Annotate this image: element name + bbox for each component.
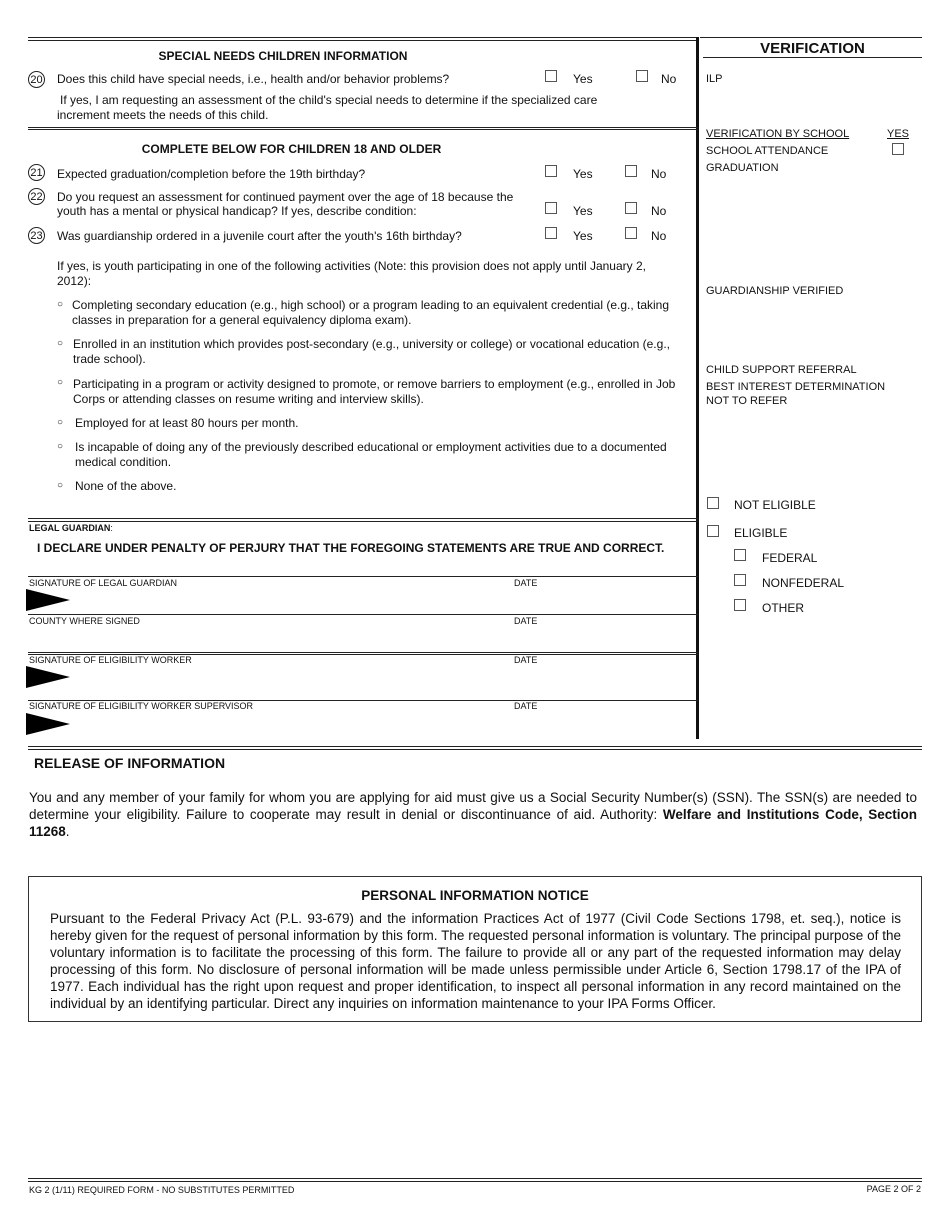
- federal-label: FEDERAL: [762, 551, 818, 565]
- question-number-21: 21: [28, 164, 45, 181]
- worker-signature-field[interactable]: [75, 665, 505, 695]
- bullet-icon: ○: [57, 417, 64, 428]
- nonfederal-checkbox[interactable]: [734, 574, 746, 586]
- supervisor-signature-label: SIGNATURE OF ELIGIBILITY WORKER SUPERVISOR: [29, 701, 254, 711]
- q20-yes-checkbox[interactable]: [545, 70, 557, 82]
- county-date-field[interactable]: [514, 628, 689, 650]
- q20-yes-label: Yes: [573, 72, 593, 86]
- question-number-22: 22: [28, 188, 45, 205]
- verification-by-school-label: VERIFICATION BY SCHOOL: [706, 128, 850, 140]
- other-label: OTHER: [762, 601, 804, 615]
- school-attendance-label: SCHOOL ATTENDANCE: [706, 145, 829, 157]
- not-eligible-checkbox[interactable]: [707, 497, 719, 509]
- question-number-23: 23: [28, 227, 45, 244]
- verification-heading: VERIFICATION: [760, 40, 865, 57]
- sign-here-arrow-icon: [26, 589, 70, 611]
- release-text: You and any member of your family for whom you are applying for aid must give us a Social Security Number(s) (SSN). The SSN(s) are needed to determine your eligibility. Failure to cooperate may result in denial or discontinuance of aid. Authority: Welfare and Institutions Code, Section 11268.: [29, 790, 917, 839]
- q20-text: Does this child have special needs, i.e., health and/or behavior problems?: [57, 72, 450, 86]
- bullet-icon: ○: [57, 338, 64, 349]
- q21-no-label: No: [651, 167, 667, 181]
- sign-here-arrow-icon: [26, 713, 70, 735]
- q22-yes-label: Yes: [573, 204, 593, 218]
- eligible-checkbox[interactable]: [707, 525, 719, 537]
- q23-no-label: No: [651, 229, 667, 243]
- supervisor-date-field[interactable]: [514, 712, 689, 738]
- q21-no-checkbox[interactable]: [625, 165, 637, 177]
- date-label: DATE: [514, 616, 538, 626]
- date-label: DATE: [514, 578, 538, 588]
- release-heading: RELEASE OF INFORMATION: [34, 755, 226, 771]
- bullet-icon: ○: [57, 299, 64, 310]
- activity-item: Completing secondary education (e.g., high school) or a program leading to an equivalent credential (e.g., taking classes in preparation for a general equivalency diploma exam).: [72, 298, 670, 327]
- date-label: DATE: [514, 655, 538, 665]
- guardian-date-field[interactable]: [514, 590, 689, 612]
- supervisor-signature-field[interactable]: [75, 712, 505, 738]
- q23-text: Was guardianship ordered in a juvenile court after the youth's 16th birthday?: [57, 229, 462, 243]
- q22-no-checkbox[interactable]: [625, 202, 637, 214]
- ilp-label: ILP: [706, 73, 723, 85]
- q22-text: Do you request an assessment for continued payment over the age of 18 because the youth has a mental or physical handicap? If yes, describe condition:: [57, 190, 514, 218]
- graduation-label: GRADUATION: [706, 162, 779, 174]
- notice-text: Pursuant to the Federal Privacy Act (P.L. 93-679) and the information Practices Act of 1977 (Civil Code Sections 1798, et. seq.), notice is hereby given for the request of personal information by this form. The requested personal information is voluntary. The principal purpose of the voluntary information is to facilitate the processing of this form. The failure to provide all or any part of the requested information may delay processing of this form. No disclosure of personal information will be made unless permissible under Article 6, Section 1798.17 of the IPA of 1977. Each individual has the right upon request and proper identification, to inspect all personal information in any record maintained on the individual by an identifying particular. Direct any inquiries on information maintenance to your IPA Forms Officer.: [50, 911, 901, 1011]
- sign-here-arrow-icon: [26, 666, 70, 688]
- q23-no-checkbox[interactable]: [625, 227, 637, 239]
- special-needs-heading: SPECIAL NEEDS CHILDREN INFORMATION: [158, 49, 408, 63]
- guardian-signature-label: SIGNATURE OF LEGAL GUARDIAN: [29, 578, 178, 588]
- activity-item: Participating in a program or activity designed to promote, or remove barriers to employment (e.g., enrolled in Job Corps or attending classes on resume writing and interview skills).: [73, 377, 676, 406]
- perjury-statement: I DECLARE UNDER PENALTY OF PERJURY THAT THE FOREGOING STATEMENTS ARE TRUE AND CORRECT.: [37, 541, 665, 555]
- older-heading: COMPLETE BELOW FOR CHILDREN 18 AND OLDER: [141, 142, 442, 156]
- q20-note: If yes, I am requesting an assessment of the child's special needs to determine if the specialized care increment meets the needs of this child.: [57, 93, 598, 122]
- page-number: PAGE 2 OF 2: [866, 1184, 921, 1194]
- activity-item: Is incapable of doing any of the previously described educational or employment activities due to a documented medical condition.: [75, 440, 667, 469]
- question-number-20: 20: [28, 71, 45, 88]
- eligible-label: ELIGIBLE: [734, 526, 788, 540]
- legal-guardian-label: LEGAL GUARDIAN:: [29, 523, 113, 533]
- notice-heading: PERSONAL INFORMATION NOTICE: [361, 888, 589, 903]
- county-field[interactable]: [29, 628, 504, 650]
- activities-intro: If yes, is youth participating in one of the following activities (Note: this provision does not apply until January 2, 2012):: [57, 259, 646, 288]
- nonfederal-label: NONFEDERAL: [762, 576, 845, 590]
- school-attendance-checkbox[interactable]: [892, 143, 904, 155]
- q20-no-checkbox[interactable]: [636, 70, 648, 82]
- q23-yes-label: Yes: [573, 229, 593, 243]
- column-divider: [696, 37, 699, 739]
- child-support-referral-label: CHILD SUPPORT REFERRAL: [706, 364, 857, 376]
- best-interest-label: BEST INTEREST DETERMINATION: [706, 381, 886, 393]
- federal-checkbox[interactable]: [734, 549, 746, 561]
- q23-yes-checkbox[interactable]: [545, 227, 557, 239]
- bullet-icon: ○: [57, 377, 64, 388]
- worker-signature-label: SIGNATURE OF ELIGIBILITY WORKER: [29, 655, 192, 665]
- form-id: KG 2 (1/11) REQUIRED FORM - NO SUBSTITUTES PERMITTED: [29, 1185, 295, 1195]
- q21-yes-label: Yes: [573, 167, 593, 181]
- guardian-signature-field[interactable]: [75, 588, 505, 612]
- q22-no-label: No: [651, 204, 667, 218]
- not-eligible-label: NOT ELIGIBLE: [734, 498, 816, 512]
- activity-item: None of the above.: [75, 479, 177, 493]
- q20-no-label: No: [661, 72, 677, 86]
- yes-column-label: YES: [887, 128, 910, 140]
- q21-text: Expected graduation/completion before the 19th birthday?: [57, 167, 366, 181]
- worker-date-field[interactable]: [514, 667, 689, 695]
- not-to-refer-label: NOT TO REFER: [706, 395, 788, 407]
- bullet-icon: ○: [57, 441, 64, 452]
- other-checkbox[interactable]: [734, 599, 746, 611]
- activity-item: Enrolled in an institution which provides post-secondary (e.g., university or college) or vocational education (e.g., trade school).: [73, 337, 670, 366]
- bullet-icon: ○: [57, 480, 64, 491]
- q22-yes-checkbox[interactable]: [545, 202, 557, 214]
- date-label: DATE: [514, 701, 538, 711]
- county-label: COUNTY WHERE SIGNED: [29, 616, 140, 626]
- q21-yes-checkbox[interactable]: [545, 165, 557, 177]
- guardianship-verified-label: GUARDIANSHIP VERIFIED: [706, 285, 844, 297]
- activity-item: Employed for at least 80 hours per month.: [75, 416, 299, 430]
